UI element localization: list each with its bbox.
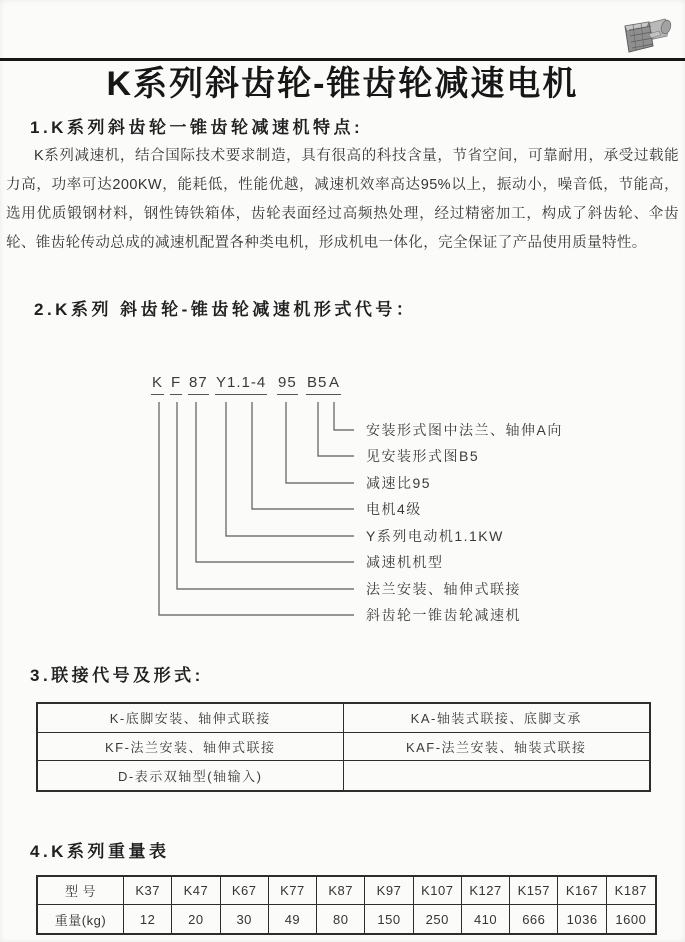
section-1-heading: 1.K系列斜齿轮一锥齿轮减速机特点: xyxy=(30,118,364,137)
code-diagram-lines xyxy=(0,400,685,630)
code-token-87: 87 xyxy=(188,374,209,395)
code-token-95: 95 xyxy=(277,374,298,395)
weight-value: 30 xyxy=(221,905,269,933)
weight-value: 80 xyxy=(317,905,365,933)
weight-value: 1036 xyxy=(558,905,606,933)
code-label-y-series-motor: Y系列电动机1.1KW xyxy=(366,528,504,544)
weight-header: K47 xyxy=(172,877,220,905)
section-3-heading: 3.联接代号及形式: xyxy=(30,666,204,685)
table-cell: KAF-法兰安装、轴装式联接 xyxy=(344,733,650,762)
gear-motor-photo xyxy=(615,14,673,58)
weight-header: K67 xyxy=(221,877,269,905)
weight-header: K127 xyxy=(462,877,510,905)
code-label-flange-mount: 法兰安装、轴伸式联接 xyxy=(366,581,521,597)
features-paragraph: K系列减速机，结合国际技术要求制造，具有很高的科技含量，节省空间，可靠耐用，承受过载能力高，功率可达200KW，能耗低，性能优越，减速机效率高达95%以上，振动小，噪音低，节能高，选用优质锻钢材料，钢性铸铁箱体，齿轮表面经过高频热处理，经过精密加工，构成了斜齿轮、伞齿轮、锥齿轮传动总成的减速机配置各种类电机，形成机电一体化，完全保证了产品使用质量特性。 xyxy=(6,148,679,251)
weight-header: K187 xyxy=(607,877,655,905)
code-label-motor-4-pole: 电机4级 xyxy=(366,501,422,517)
code-token-K: K xyxy=(151,374,164,395)
weight-value: 49 xyxy=(269,905,317,933)
code-label-helical-bevel-reducer: 斜齿轮一锥齿轮减速机 xyxy=(366,607,521,623)
code-token-B5: B5 xyxy=(306,374,328,395)
weight-value: 20 xyxy=(172,905,220,933)
weight-header: K87 xyxy=(317,877,365,905)
table-cell: K-底脚安装、轴伸式联接 xyxy=(38,704,344,733)
weight-value: 150 xyxy=(365,905,413,933)
code-token-F: F xyxy=(170,374,182,395)
weight-header: K167 xyxy=(558,877,606,905)
weight-value: 666 xyxy=(510,905,558,933)
section-4-heading: 4.K系列重量表 xyxy=(30,842,170,861)
code-label-mount-diagram-b5: 见安装形式图B5 xyxy=(366,448,480,464)
weight-header: K157 xyxy=(510,877,558,905)
weight-header-model: 型 号 xyxy=(38,877,124,905)
header-rule xyxy=(0,58,685,61)
weight-value: 12 xyxy=(124,905,172,933)
weight-header: K77 xyxy=(269,877,317,905)
weight-table xyxy=(36,875,657,935)
code-label-reducer-frame: 减速机机型 xyxy=(366,554,444,570)
section-2-heading: 2.K系列 斜齿轮-锥齿轮减速机形式代号： xyxy=(34,300,417,319)
connection-code-table xyxy=(36,702,651,792)
table-cell: KF-法兰安装、轴伸式联接 xyxy=(38,733,344,762)
table-cell: KA-轴装式联接、底脚支承 xyxy=(344,704,650,733)
code-label-ratio-95: 减速比95 xyxy=(366,475,432,491)
code-token-Y1-1-4: Y1.1-4 xyxy=(215,374,267,395)
code-token-A: A xyxy=(328,374,341,395)
page-title: K系列斜齿轮-锥齿轮减速电机 xyxy=(106,65,579,103)
code-label-mount-flange-shaft-a: 安装形式图中法兰、轴伸A向 xyxy=(366,422,563,438)
weight-row-label: 重量(kg) xyxy=(38,905,124,933)
weight-value: 1600 xyxy=(615,911,647,927)
weight-value: 250 xyxy=(414,905,462,933)
table-cell-empty xyxy=(344,761,650,790)
weight-value: 410 xyxy=(462,905,510,933)
weight-header: K97 xyxy=(365,877,413,905)
weight-header: K37 xyxy=(124,877,172,905)
table-cell: D-表示双轴型(轴输入) xyxy=(38,761,344,790)
weight-header: K107 xyxy=(414,877,462,905)
